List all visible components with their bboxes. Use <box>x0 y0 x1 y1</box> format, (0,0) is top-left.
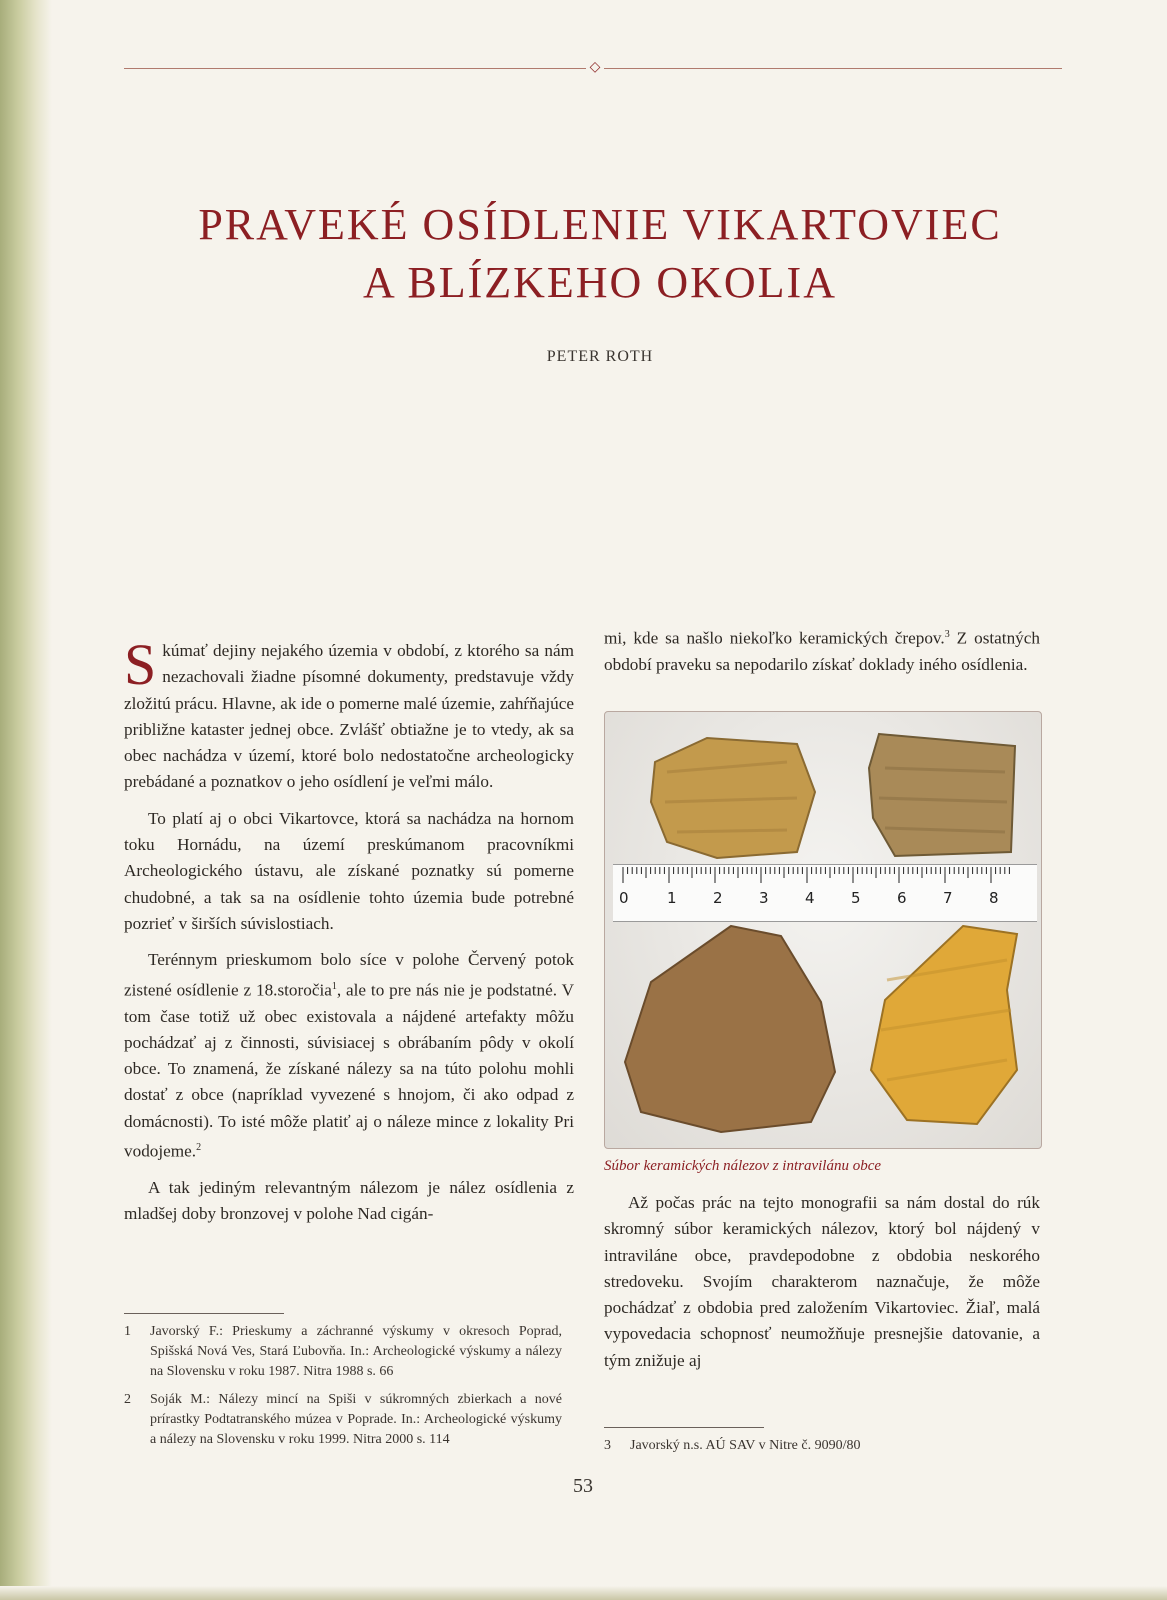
footnote-1: 1 Javorský F.: Prieskumy a záchranné výskumy v okresoch Poprad, Spišská Nová Ves, Stará Ľubovňa. In.: Archeologické výskumy a nálezy na Slovensku v roku 1987. Nitra 1988 s. 66 <box>124 1324 562 1379</box>
page-number: 53 <box>573 1475 593 1497</box>
footnote-rule-left <box>124 1313 284 1314</box>
sherd-top-left <box>647 732 822 862</box>
paragraph-continued: mi, kde sa našlo niekoľko keramických črepov.$^3$ Z ostatných období praveku sa nepodarilo získať doklady iného osídlenia. <box>604 628 1040 675</box>
right-column-top <box>604 622 1040 678</box>
paragraph-2: To platí aj o obci Vikartovce, ktorá sa nachádza na hornom toku Hornádu, na území preskúmanom pracovníkmi Archeologického ústavu, ale získané poznatky sú pomerne chudobné, a tak sa na osídlenie tohto územia bude potrebné pozrieť v širších súvislostiach. <box>124 808 574 933</box>
ruler-digit-8: 8 <box>989 889 999 907</box>
drop-cap: S <box>124 632 157 697</box>
footnotes-left <box>124 1322 562 1450</box>
page-bottom-edge <box>0 1586 1167 1600</box>
sherd-top-right <box>865 728 1025 862</box>
ruler-digit-6: 6 <box>897 889 907 907</box>
ruler-ticks <box>613 865 1037 921</box>
left-column <box>124 632 574 1228</box>
footnote-2: 2 Soják M.: Nálezy mincí na Spiši v súkromných zbierkach a nové prírastky Podtatranského múzea v Poprade. In.: Archeologické výskumy a nálezy na Slovensku v roku 1999. Nitra 2000 s. 114 <box>124 1392 562 1447</box>
sherd-bottom-right <box>867 920 1027 1130</box>
footnote-rule-right <box>604 1427 764 1428</box>
figure-caption: Súbor keramických nálezov z intravilánu obce <box>604 1158 882 1174</box>
paragraph-4: A tak jediným relevantným nálezom je nález osídlenia z mladšej doby bronzovej v polohe Nad cigán- <box>124 1178 574 1224</box>
title-line-1: PRAVEKÉ OSÍDLENIE VIKARTOVIEC <box>198 200 1002 249</box>
ruler-digit-0: 0 <box>619 889 629 907</box>
sherd-bottom-left <box>621 922 839 1136</box>
footnote-ref-3: 3 <box>944 629 950 640</box>
author-name: PETER ROTH <box>546 348 654 365</box>
paragraph-3: Terénnym prieskumom bolo síce v polohe Červený potok zistené osídlenie z 18.storočia$^1$, ale to pre nás nie je podstatné. V tom čase totiž už obec existovala a nájdené artefakty môžu pochádzať aj z činnosti, súvisiacej s obrábaním pôdy v okolí obce. To znamená, že získané nálezy sa na túto polohu mohli dostať z obce (napríklad vyvezené s hnojom, či ako odpad z domácnosti). To isté môže platiť aj o náleze mince z lokality Pri vodojeme.$^2$ <box>124 950 574 1161</box>
measuring-ruler <box>613 864 1037 922</box>
footnote-ref-2: 2 <box>196 1142 202 1154</box>
article-title <box>100 196 1100 312</box>
ruler-digit-1: 1 <box>667 889 677 907</box>
ruler-digit-4: 4 <box>805 889 815 907</box>
right-column-bottom <box>604 1190 1040 1374</box>
paragraph-right-2: Až počas prác na tejto monografii sa nám dostal do rúk skromný súbor keramických nálezov, ktorý bol nájdený v intraviláne obce, pravdepodobne z obdobia neskorého stredoveku. Svojím charakterom naznačuje, že môže pochádzať z obdobia pred založením Vikartoviec. Žiaľ, malá vypovedacia schopnosť neumožňuje presnejšie datovanie, a tým znižuje aj <box>604 1193 1040 1370</box>
footnotes-right <box>604 1436 1040 1456</box>
title-line-2: A BLÍZKEHO OKOLIA <box>363 258 837 307</box>
ruler-digit-2: 2 <box>713 889 723 907</box>
pottery-photo <box>604 711 1042 1149</box>
ruler-digit-7: 7 <box>943 889 953 907</box>
footnote-ref-1: 1 <box>331 980 337 992</box>
ruler-digit-3: 3 <box>759 889 769 907</box>
page-binding-edge <box>0 0 52 1600</box>
diamond-ornament-icon: ◇ <box>586 59 604 77</box>
paragraph-1: Skúmať dejiny nejakého územia v období, z ktorého sa nám nezachovali žiadne písomné dokumenty, predstavuje vždy zložitú prácu. Hlavne, ak ide o pomerne malé územie, zahŕňajúce približne kataster jednej obce. Zvlášť obtiažne je to vtedy, ak sa obec nachádza v území, ktoré bolo nedostatočne archeologicky prebádané a poznatkov o jeho osídlení je veľmi málo. <box>124 632 574 792</box>
footnote-3: 3 Javorský n.s. AÚ SAV v Nitre č. 9090/80 <box>604 1438 861 1453</box>
ruler-digit-5: 5 <box>851 889 861 907</box>
